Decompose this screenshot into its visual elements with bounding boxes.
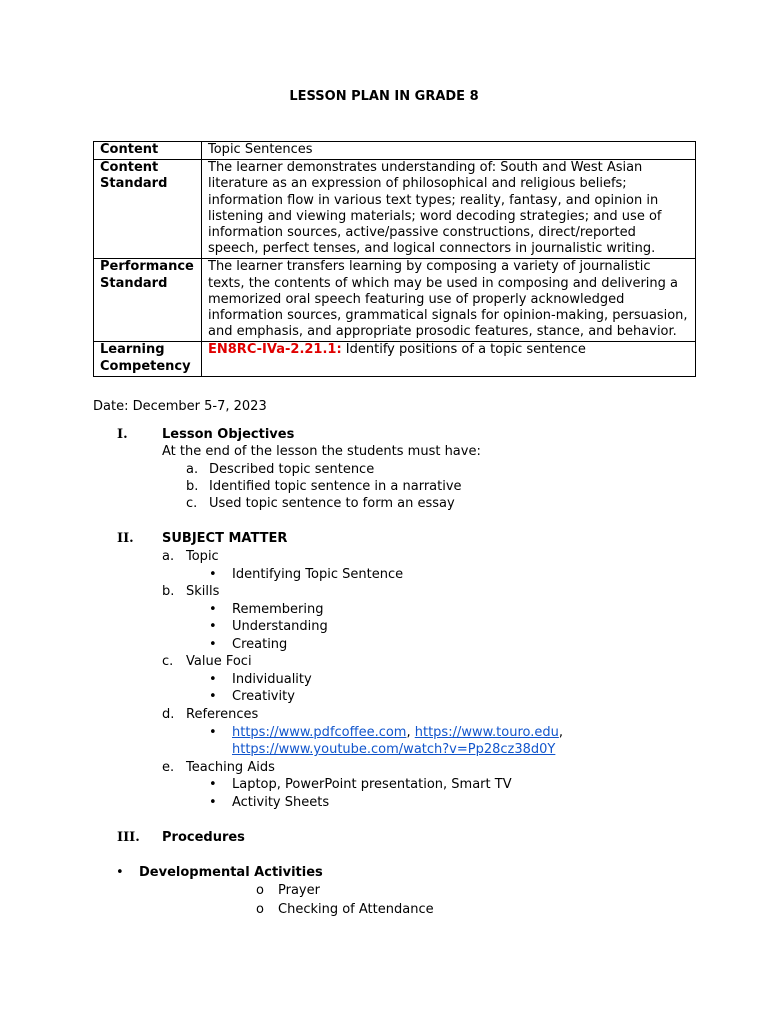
bullet-icon: • [209,637,217,652]
list-item: Used topic sentence to form an essay [209,496,455,511]
table-row [94,259,696,342]
subsection-label: Topic [186,549,219,564]
bullet-icon: • [209,777,217,792]
row-value [202,342,696,376]
section-numeral: III. [117,830,140,845]
separator: , [558,725,564,740]
standards-table [93,141,696,377]
bullet-icon: • [209,795,217,810]
subsection-label: Skills [186,584,220,599]
bullet-icon: • [209,725,217,740]
list-letter: d. [162,707,175,722]
subsection-label: Value Foci [186,654,252,669]
section-numeral: II. [117,531,134,546]
list-item: Identified topic sentence in a narrative [209,479,462,494]
section-heading: Procedures [162,830,245,845]
row-value: The learner demonstrates understanding of: South and West Asian literature as an expression of philosophical and religious beliefs; information flow in various text types; reality, fantasy, and opinion in listening and viewing materials; word decoding strategies; and use of information sources, active/passive constructions, direct/reported speech, perfect tenses, and logical connectors in journalistic writing. [202,160,696,259]
list-letter: e. [162,760,175,775]
bullet-icon: • [209,602,217,617]
references-line [232,724,563,741]
subsection-heading: Developmental Activities [139,865,323,880]
objectives-intro: At the end of the lesson the students must have: [162,444,481,459]
list-letter: b. [186,479,199,494]
row-key: Content Standard [94,160,202,259]
list-item: Identifying Topic Sentence [232,567,404,582]
competency-code: EN8RC-IVa-2.21.1: [208,342,342,358]
list-letter: b. [162,584,175,599]
row-value: The learner transfers learning by composing a variety of journalistic texts, the contents of which may be used in composing and delivering a memorized oral speech featuring use of properly acknowledged information sources, grammatical signals for opinion-making, persuasion, and emphasis, and appropriate prosodic features, stance, and behavior. [202,259,696,342]
bullet-icon: • [209,567,217,582]
list-item: Activity Sheets [232,795,330,810]
list-item: Individuality [232,672,312,687]
bullet-icon: • [209,672,217,687]
section-numeral: I. [117,427,128,442]
list-item: Laptop, PowerPoint presentation, Smart TV [232,777,512,792]
list-letter: c. [162,654,174,669]
list-letter: c. [186,496,198,511]
list-item: Understanding [232,619,328,634]
circle-bullet-icon: o [256,902,264,917]
competency-text: Identify positions of a topic sentence [341,342,586,358]
list-item: Creativity [232,689,295,704]
list-item: Remembering [232,602,324,617]
subsection-label: Teaching Aids [186,760,275,775]
bullet-icon: • [116,865,124,880]
separator: , [406,725,415,740]
circle-bullet-icon: o [256,883,264,898]
bullet-icon: • [209,619,217,634]
list-letter: a. [186,462,199,477]
document-title: LESSON PLAN IN GRADE 8 [289,89,479,104]
reference-link-pdfcoffee[interactable]: https://www.pdfcoffee.com [232,725,407,740]
list-item: Described topic sentence [209,462,375,477]
list-item: Creating [232,637,288,652]
list-item: Checking of Attendance [278,902,434,917]
bullet-icon: • [209,689,217,704]
section-heading: SUBJECT MATTER [162,531,288,546]
references-line [232,741,555,758]
lesson-date: Date: December 5-7, 2023 [93,399,267,414]
row-key: Performance Standard [94,259,202,342]
section-heading: Lesson Objectives [162,427,295,442]
row-key: Learning Competency [94,342,202,376]
row-key: Content [94,142,202,160]
row-value: Topic Sentences [202,142,696,160]
list-letter: a. [162,549,175,564]
reference-link-youtube[interactable]: https://www.youtube.com/watch?v=Pp28cz38d0Y [232,742,556,757]
table-row [94,160,696,259]
reference-link-touro[interactable]: https://www.touro.edu [414,725,559,740]
table-row [94,142,696,160]
table-row [94,342,696,376]
subsection-label: References [186,707,259,722]
list-item: Prayer [278,883,320,898]
